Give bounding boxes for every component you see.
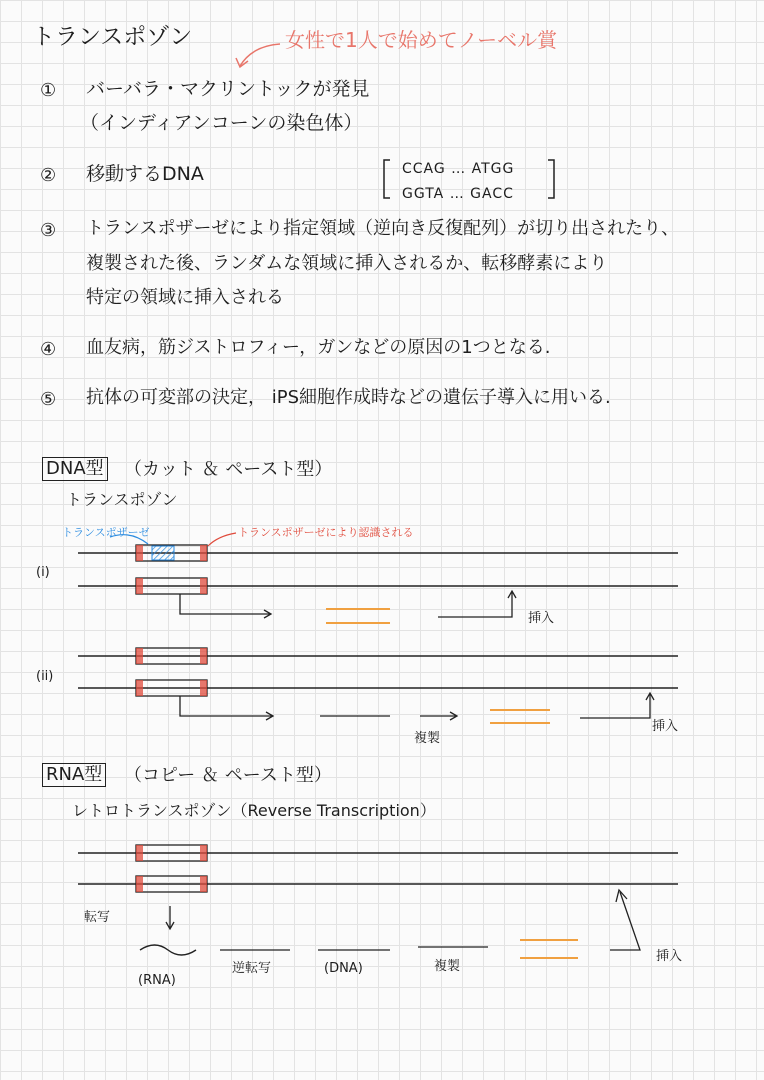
- row-ii-label: (ii): [36, 669, 54, 684]
- dna-transposon-caption: トランスポゾン: [66, 490, 178, 509]
- rna-label: (RNA): [138, 973, 176, 988]
- retrotransposon-caption: レトロトランスポゾン（Reverse Transcription）: [72, 801, 436, 820]
- page-title: トランスポゾン: [32, 24, 193, 50]
- item-5-line-1: 抗体の可変部の決定， iPS細胞作成時などの遺伝子導入に用いる.: [86, 387, 611, 408]
- rna-type-subtitle: （コピー ＆ ペースト型）: [124, 765, 332, 786]
- dna-type-badge: DNA型: [42, 457, 108, 481]
- item-1-number: ①: [40, 80, 57, 101]
- rna-replicate-label: 複製: [434, 959, 461, 974]
- reverse-transcription-label: 逆転写: [232, 961, 272, 976]
- item-2-number: ②: [40, 165, 57, 186]
- dna-i-cut-arrow: [180, 594, 270, 614]
- row-i-label: (i): [36, 565, 50, 580]
- dna-insert-label-2: 挿入: [652, 719, 679, 734]
- item-4-number: ④: [40, 339, 57, 360]
- item-2-line-1: 移動するDNA: [86, 163, 204, 185]
- rna-insert-label: 挿入: [656, 949, 683, 964]
- dna-i-insert-arrow: [438, 592, 512, 617]
- dna-replicate-label: 複製: [414, 731, 441, 746]
- rna-insert-arrow: [610, 892, 640, 950]
- sequence-bracket-left: [384, 160, 390, 198]
- item-1-line-2: （インディアンコーンの染色体）: [80, 112, 363, 134]
- recognized-pointer: [208, 533, 236, 546]
- transcription-label: 転写: [84, 910, 111, 925]
- sequence-top: CCAG … ATGG: [402, 161, 515, 177]
- item-3-line-2: 複製された後、ランダムな領域に挿入されるか、転移酵素により: [86, 253, 608, 274]
- item-1-line-1: バーバラ・マクリントックが発見: [86, 78, 370, 100]
- rna-type-badge: RNA型: [42, 763, 106, 787]
- item-5-number: ⑤: [40, 389, 57, 410]
- recognized-label: トランスポザーゼにより認識される: [238, 526, 414, 539]
- dna-type-subtitle: （カット ＆ ペースト型）: [124, 459, 333, 480]
- dna-ii-cut-arrow: [180, 696, 272, 716]
- dna-ii-insert-arrow: [580, 694, 650, 718]
- rna-wave: [140, 945, 196, 955]
- dna-intermediate-label: (DNA): [324, 961, 363, 976]
- sequence-bracket-right: [548, 160, 554, 198]
- transposase-gene: [152, 546, 174, 560]
- transposase-pointer: [110, 535, 148, 544]
- transposase-label: トランスポザーゼ: [62, 526, 150, 539]
- item-3-line-3: 特定の領域に挿入される: [86, 287, 284, 308]
- item-4-line-1: 血友病，筋ジストロフィー，ガンなどの原因の1つとなる.: [86, 337, 551, 358]
- dna-insert-label-1: 挿入: [528, 611, 555, 626]
- sequence-bottom: GGTA … GACC: [402, 186, 514, 202]
- nobel-note: 女性で1人で始めてノーベル賞: [285, 28, 558, 52]
- item-3-number: ③: [40, 220, 57, 241]
- item-3-line-1: トランスポザーゼにより指定領域（逆向き反復配列）が切り出されたり、: [86, 218, 680, 239]
